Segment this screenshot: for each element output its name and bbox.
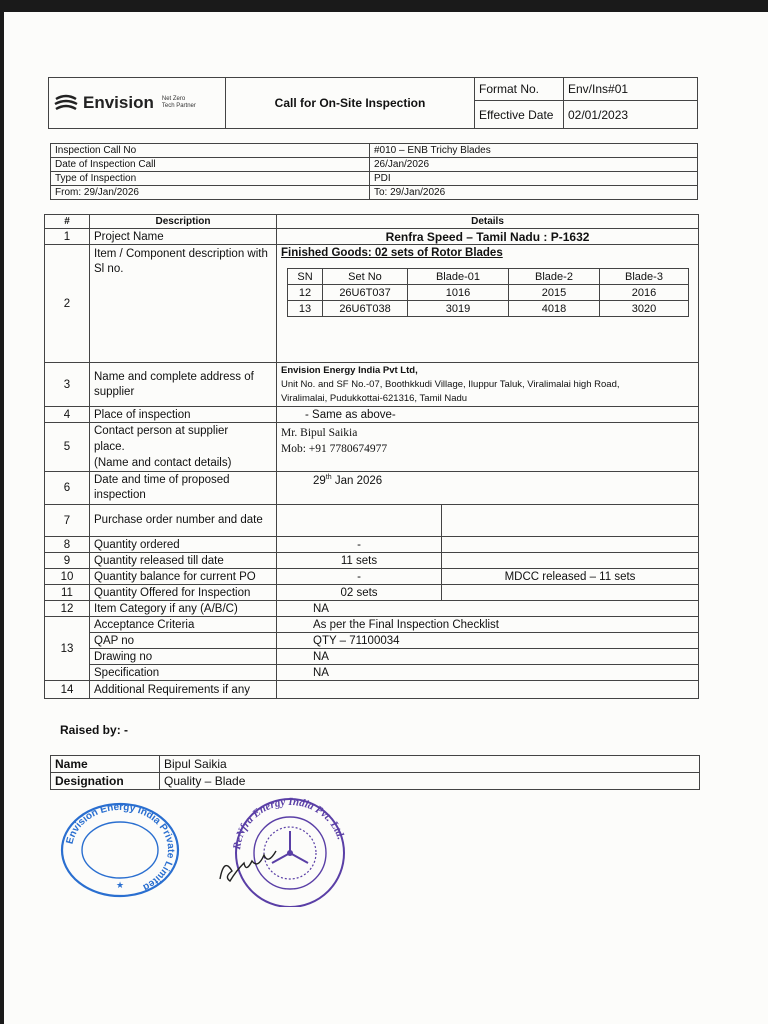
logo-wordmark: Envision — [83, 93, 154, 112]
po-date-cell — [442, 505, 699, 537]
table-row — [45, 633, 699, 649]
raised-by-table — [50, 755, 700, 790]
info-value: To: 29/Jan/2026 — [370, 186, 698, 200]
acceptance-criteria-value: As per the Final Inspection Checklist — [277, 617, 699, 633]
table-header-row — [45, 215, 699, 229]
row-number: 13 — [45, 617, 90, 681]
name-value: Bipul Saikia — [160, 756, 700, 773]
info-label: Date of Inspection Call — [51, 158, 370, 172]
blade-cell: 1016 — [408, 285, 509, 301]
svg-text:ReNfra Energy India Pvt. Ltd. — [231, 796, 347, 851]
signature-mark — [220, 851, 276, 881]
row-number: 2 — [45, 245, 90, 363]
row-description: QAP no — [90, 633, 277, 649]
row-description: Quantity balance for current PO — [90, 569, 277, 585]
inspection-date-suffix: th — [325, 474, 332, 481]
document-header — [48, 77, 698, 129]
envision-stamp-text: Envision Energy India Private Limited — [64, 801, 177, 893]
specification-value: NA — [277, 665, 699, 681]
blade-col-header: SN — [288, 269, 323, 285]
contact-details-cell — [277, 423, 699, 472]
supplier-address-line1: Unit No. and SF No.-07, Boothkkudi Village, Iluppur Taluk, Viralimalai high Road, — [281, 378, 620, 390]
table-row — [45, 229, 699, 245]
blade-row — [288, 285, 689, 301]
envision-logo-icon — [53, 93, 79, 113]
info-row — [51, 172, 698, 186]
contact-name: Mr. Bipul Saikia — [281, 427, 358, 439]
table-row — [45, 585, 699, 601]
row-number: 6 — [45, 472, 90, 505]
blade-cell: 26U6T037 — [323, 285, 408, 301]
format-value: Env/Ins#01 — [564, 78, 698, 101]
format-label: Format No. — [475, 78, 564, 101]
col-details-header: Details — [277, 215, 699, 229]
table-row — [45, 665, 699, 681]
po-number-cell — [277, 505, 442, 537]
inspection-date-day: 29 — [313, 474, 326, 487]
table-row — [45, 569, 699, 585]
row-number: 5 — [45, 423, 90, 472]
row-number: 11 — [45, 585, 90, 601]
blade-cell: 3020 — [600, 301, 689, 317]
table-row — [45, 681, 699, 699]
row-description: Drawing no — [90, 649, 277, 665]
blade-col-header: Blade-01 — [408, 269, 509, 285]
row-number: 8 — [45, 537, 90, 553]
row-description: Additional Requirements if any — [90, 681, 277, 699]
logo-cell — [49, 78, 226, 129]
row-number: 1 — [45, 229, 90, 245]
table-row — [45, 553, 699, 569]
blade-col-header: Blade-3 — [600, 269, 689, 285]
renfra-stamp-text: ReNfra Energy India Pvt. Ltd. — [231, 795, 347, 851]
info-label: From: 29/Jan/2026 — [51, 186, 370, 200]
blade-cell: 4018 — [509, 301, 600, 317]
table-row — [45, 423, 699, 472]
row-description: Item / Component description with Sl no. — [90, 245, 277, 363]
effective-date-label: Effective Date — [475, 101, 564, 129]
drawing-number-value: NA — [277, 649, 699, 665]
info-label: Type of Inspection — [51, 172, 370, 186]
quantity-balance-value: - — [277, 569, 442, 585]
blade-cell: 12 — [288, 285, 323, 301]
row-number: 12 — [45, 601, 90, 617]
table-row — [45, 505, 699, 537]
logo-tagline-1: Net Zero — [161, 96, 186, 102]
quantity-offered-value: 02 sets — [277, 585, 442, 601]
row-number: 14 — [45, 681, 90, 699]
row-description — [90, 423, 277, 472]
blade-col-header: Set No — [323, 269, 408, 285]
row-number: 10 — [45, 569, 90, 585]
document-title: Call for On-Site Inspection — [226, 78, 475, 129]
row-number: 9 — [45, 553, 90, 569]
row-description: Quantity Offered for Inspection — [90, 585, 277, 601]
row-description: Specification — [90, 665, 277, 681]
row-description: Date and time of proposed inspection — [90, 472, 277, 505]
additional-requirements-value — [277, 681, 699, 699]
supplier-address-cell — [277, 363, 699, 407]
quantity-released-value: 11 sets — [277, 553, 442, 569]
row-description: Project Name — [90, 229, 277, 245]
envision-company-stamp — [58, 800, 182, 900]
row-number: 3 — [45, 363, 90, 407]
contact-desc-2: place. — [94, 441, 125, 453]
item-category-value: NA — [277, 601, 699, 617]
info-row — [51, 144, 698, 158]
effective-date-value: 02/01/2023 — [564, 101, 698, 129]
row-description: Name and complete address of supplier — [90, 363, 277, 407]
table-row — [45, 245, 699, 363]
supplier-address-line2: Viralimalai, Pudukkottai-621316, Tamil Nadu — [281, 392, 468, 404]
logo-tagline-2: Tech Partner — [161, 103, 196, 109]
blade-table-header — [288, 269, 689, 285]
blade-cell: 2016 — [600, 285, 689, 301]
place-value: - Same as above- — [277, 407, 699, 423]
table-row — [45, 407, 699, 423]
info-value: PDI — [370, 172, 698, 186]
blade-row — [288, 301, 689, 317]
table-row — [45, 472, 699, 505]
supplier-company: Envision Energy India Pvt Ltd, — [281, 364, 418, 376]
empty-cell — [442, 537, 699, 553]
finished-goods-label: Finished Goods: 02 sets of Rotor Blades — [281, 247, 503, 259]
row-description: Place of inspection — [90, 407, 277, 423]
table-row — [45, 649, 699, 665]
table-row — [45, 617, 699, 633]
table-row — [45, 601, 699, 617]
envision-logo — [53, 93, 221, 113]
info-row — [51, 186, 698, 200]
quantity-ordered-value: - — [277, 537, 442, 553]
row-description: Purchase order number and date — [90, 505, 277, 537]
row-description: Quantity released till date — [90, 553, 277, 569]
item-details-cell — [277, 245, 699, 363]
blade-cell: 2015 — [509, 285, 600, 301]
contact-desc-1: Contact person at supplier — [94, 425, 229, 437]
row-number: 4 — [45, 407, 90, 423]
col-description-header: Description — [90, 215, 277, 229]
project-name-value: Renfra Speed – Tamil Nadu : P-1632 — [277, 229, 699, 245]
contact-desc-3: (Name and contact details) — [94, 457, 232, 469]
blade-col-header: Blade-2 — [509, 269, 600, 285]
table-row — [45, 363, 699, 407]
qap-number-value: QTY – 71100034 — [277, 633, 699, 649]
table-row — [45, 537, 699, 553]
info-label: Inspection Call No — [51, 144, 370, 158]
logo-tagline — [162, 96, 196, 110]
inspection-date-rest: Jan 2026 — [331, 474, 383, 487]
raised-by-label: Raised by: - — [60, 723, 129, 737]
blade-cell: 26U6T038 — [323, 301, 408, 317]
row-description: Quantity ordered — [90, 537, 277, 553]
mdcc-released-value: MDCC released – 11 sets — [442, 569, 699, 585]
info-value: 26/Jan/2026 — [370, 158, 698, 172]
empty-cell — [442, 585, 699, 601]
name-label: Name — [51, 756, 160, 773]
empty-cell — [442, 553, 699, 569]
row-description: Acceptance Criteria — [90, 617, 277, 633]
inspection-details-table — [44, 214, 699, 699]
designation-label: Designation — [51, 773, 160, 790]
designation-value: Quality – Blade — [160, 773, 700, 790]
blade-cell: 13 — [288, 301, 323, 317]
contact-mobile: Mob: +91 7780674977 — [281, 443, 388, 455]
svg-text:★: ★ — [115, 880, 125, 890]
blade-cell: 3019 — [408, 301, 509, 317]
blade-sets-table — [287, 268, 689, 317]
row-number: 7 — [45, 505, 90, 537]
inspection-call-info — [50, 143, 698, 200]
info-row — [51, 158, 698, 172]
inspection-date-value — [277, 472, 699, 505]
renfra-company-stamp — [212, 795, 352, 907]
row-description: Item Category if any (A/B/C) — [90, 601, 277, 617]
info-value: #010 – ENB Trichy Blades — [370, 144, 698, 158]
col-number-header: # — [45, 215, 90, 229]
